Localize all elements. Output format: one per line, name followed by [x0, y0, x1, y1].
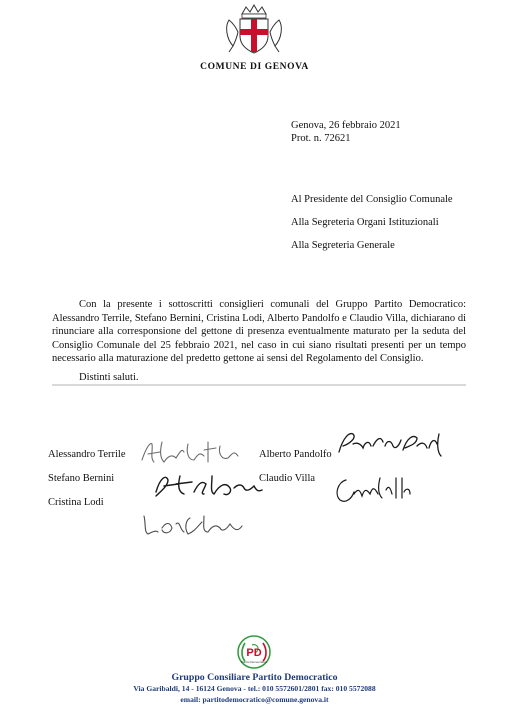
- signatory-name-pandolfo: Alberto Pandolfo: [259, 449, 332, 460]
- greeting: Distinti saluti.: [79, 372, 139, 383]
- signature-pandolfo: [333, 428, 448, 460]
- footer-group-name: Gruppo Consiliare Partito Democratico: [171, 672, 338, 683]
- pd-logo-icon: [235, 635, 273, 669]
- signatory-name-villa: Claudio Villa: [259, 473, 316, 484]
- signatory-name-lodi: Cristina Lodi: [48, 497, 104, 508]
- municipality-name: COMUNE DI GENOVA: [200, 62, 309, 72]
- signature-lodi: [140, 508, 245, 540]
- recipient-segreteria-organi: Alla Segreteria Organi Istituzionali: [291, 217, 439, 228]
- pd-logo-text: PD: [246, 647, 262, 659]
- footer-address: Via Garibaldi, 14 - 16124 Genova - tel.: 010 5572601/2801 fax: 010 5572088: [133, 684, 376, 693]
- footer-email-link[interactable]: email: partitodemocratico@comune.genova.it: [180, 695, 329, 704]
- divider: [52, 384, 466, 386]
- recipient-segreteria-generale: Alla Segreteria Generale: [291, 240, 395, 251]
- pd-logo-subtext: Partito Democratico: [240, 660, 268, 664]
- recipient-president: Al Presidente del Consiglio Comunale: [291, 194, 453, 205]
- signature-villa: [332, 472, 412, 508]
- signatory-name-terrile: Alessandro Terrile: [48, 449, 126, 460]
- place-date: Genova, 26 febbraio 2021: [291, 120, 401, 131]
- protocol-number: Prot. n. 72621: [291, 133, 351, 144]
- signature-terrile: [138, 438, 248, 468]
- signature-bernini: [150, 470, 265, 500]
- signatory-name-bernini: Stefano Bernini: [48, 473, 115, 484]
- genova-coat-of-arms-icon: [223, 4, 285, 56]
- letter-body: Con la presente i sottoscritti consiglieri comunali del Gruppo Partito Democratico: Alessandro Terrile, Stefano Bernini, Cristina Lodi, Alberto Pandolfo e Claudio Villa, dichiarano di rinunciare alla corresponsione del gettone di presenza eventualmente maturato per la seduta del Consiglio Comunale del 25 febbraio 2021, nel caso in cui siano risultati presenti per un tempo necessario alla maturazione del predetto gettone ai sensi del Regolamento del Consiglio.: [52, 299, 466, 364]
